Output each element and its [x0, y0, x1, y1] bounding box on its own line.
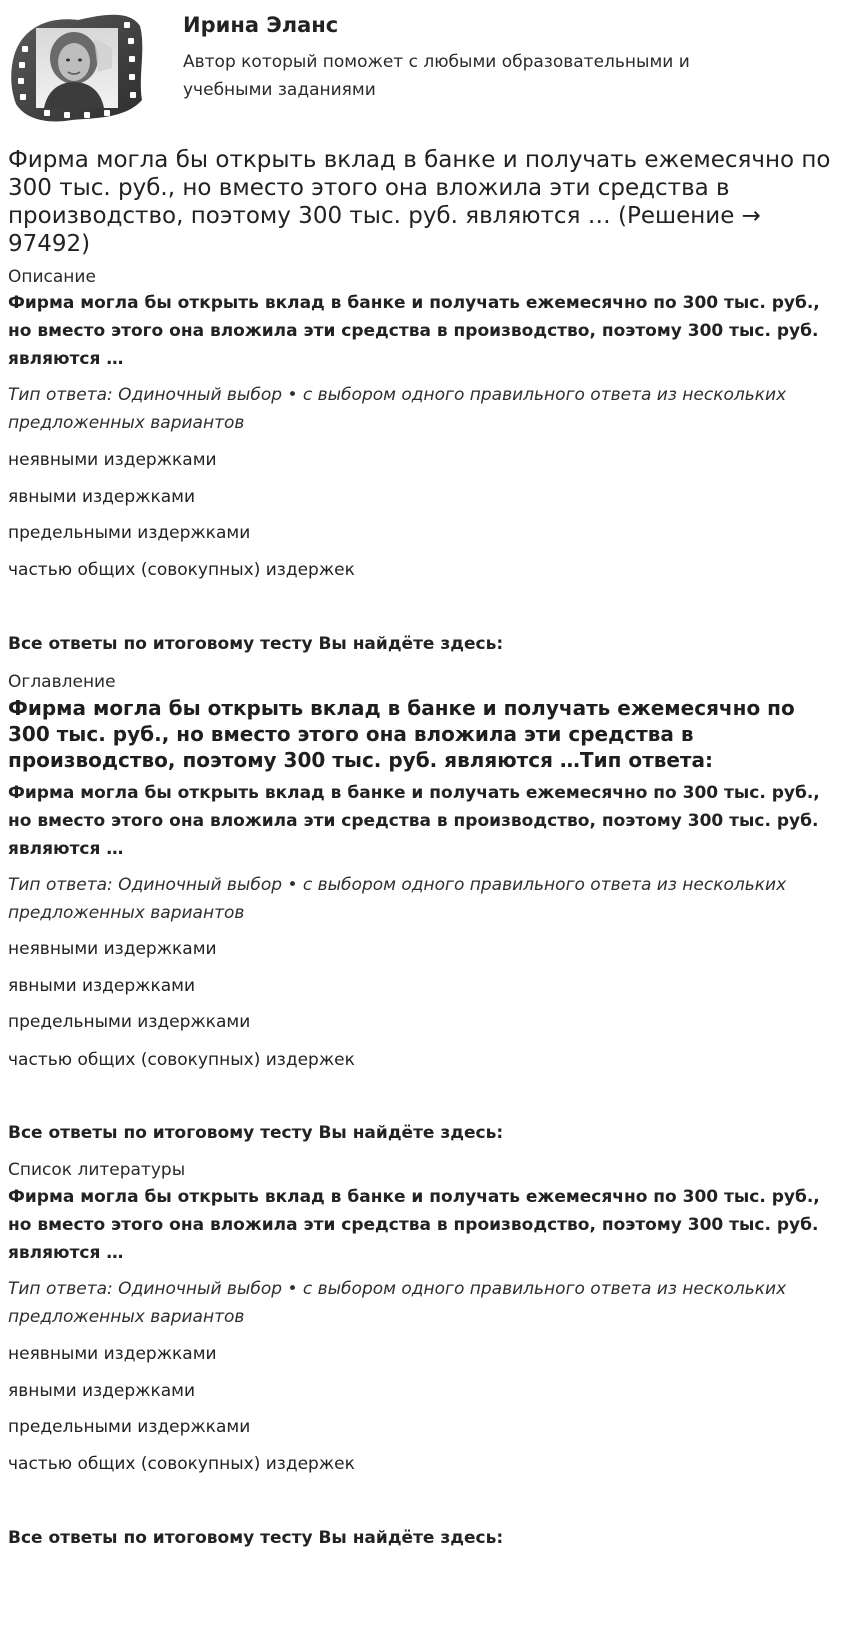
answer-option: явными издержками [8, 1381, 196, 1401]
answer-type-text: Тип ответа: Одиночный выбор • с выбором одного правильного ответа из нескольких предложенных вариантов [8, 875, 787, 923]
answer-option: частью общих (совокупных) издержек [8, 1050, 355, 1070]
author-description: Автор который поможет с любыми образовательными и учебными заданиями [183, 52, 690, 100]
answer-option: предельными издержками [8, 1417, 251, 1437]
section-label-description: Описание [8, 267, 96, 287]
answer-option: неявными издержками [8, 450, 217, 470]
answer-option: неявными издержками [8, 1344, 217, 1364]
answer-type-text: Тип ответа: Одиночный выбор • с выбором одного правильного ответа из нескольких предложенных вариантов [8, 1279, 787, 1327]
question-text: Фирма могла бы открыть вклад в банке и получать ежемесячно по 300 тыс. руб., но вместо этого она вложила эти средства в производство, поэтому 300 тыс. руб. являются … [8, 293, 820, 369]
answer-type-text: Тип ответа: Одиночный выбор • с выбором одного правильного ответа из нескольких предложенных вариантов [8, 385, 787, 433]
question-text: Фирма могла бы открыть вклад в банке и получать ежемесячно по 300 тыс. руб., но вместо этого она вложила эти средства в производство, поэтому 300 тыс. руб. являются … [8, 1187, 820, 1263]
author-name[interactable]: Ирина Эланс [183, 13, 339, 37]
all-answers-link[interactable]: Все ответы по итоговому тесту Вы найдёте здесь: [8, 1528, 504, 1548]
answer-option: частью общих (совокупных) издержек [8, 560, 355, 580]
answer-option: явными издержками [8, 976, 196, 996]
section-label-references: Список литературы [8, 1160, 186, 1180]
question-text: Фирма могла бы открыть вклад в банке и получать ежемесячно по 300 тыс. руб., но вместо этого она вложила эти средства в производство, поэтому 300 тыс. руб. являются … [8, 783, 820, 859]
author-card [8, 8, 838, 126]
page-title: Фирма могла бы открыть вклад в банке и получать ежемесячно по 300 тыс. руб., но вместо этого она вложила эти средства в производство, поэтому 300 тыс. руб. являются … (Решение → 97492) [8, 147, 831, 257]
answer-option: предельными издержками [8, 523, 251, 543]
answer-option: явными издержками [8, 487, 196, 507]
all-answers-link[interactable]: Все ответы по итоговому тесту Вы найдёте здесь: [8, 634, 504, 654]
section-label-contents: Оглавление [8, 672, 116, 692]
answer-option: неявными издержками [8, 939, 217, 959]
film-strip-portrait-icon [8, 8, 148, 126]
contents-heading: Фирма могла бы открыть вклад в банке и получать ежемесячно по 300 тыс. руб., но вместо этого она вложила эти средства в производство, поэтому 300 тыс. руб. являются …Тип ответа: [8, 696, 795, 772]
answer-option: предельными издержками [8, 1012, 251, 1032]
answer-option: частью общих (совокупных) издержек [8, 1454, 355, 1474]
all-answers-link[interactable]: Все ответы по итоговому тесту Вы найдёте здесь: [8, 1123, 504, 1143]
